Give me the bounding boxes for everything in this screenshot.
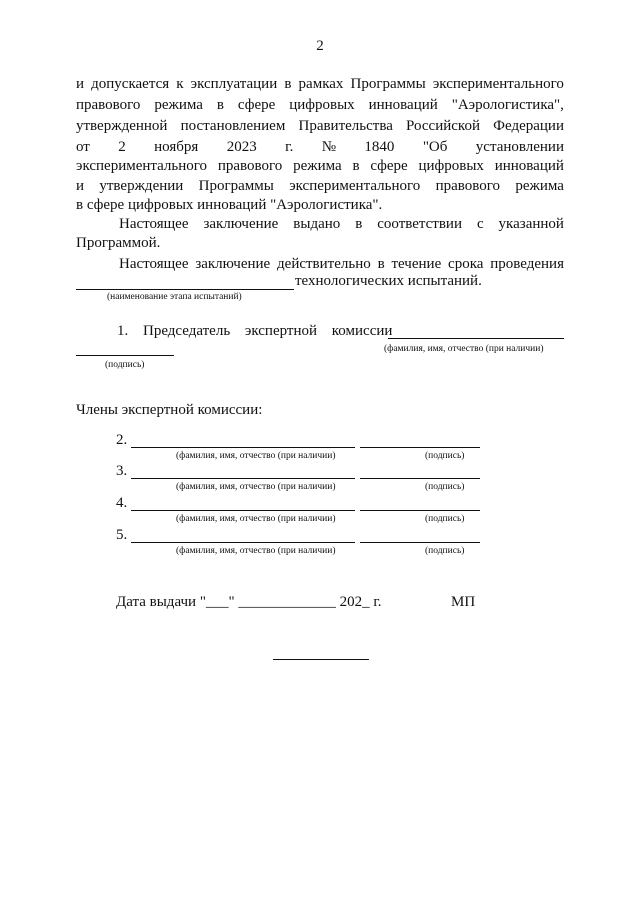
chairman-label: 1. Председатель экспертной комиссии xyxy=(117,323,393,339)
word: 2023 xyxy=(226,139,257,155)
word: Настоящее xyxy=(119,216,189,232)
member-signature-caption: (подпись) xyxy=(425,546,465,556)
word: утвержденной xyxy=(76,118,168,134)
word: Программы xyxy=(350,76,426,92)
closing-separator-line xyxy=(273,659,369,660)
member-name-line[interactable] xyxy=(131,542,355,543)
member-name-line[interactable] xyxy=(131,510,355,511)
word: в xyxy=(284,76,292,92)
issue-date-month-blank[interactable]: _____________ xyxy=(238,594,336,610)
word: режима xyxy=(154,97,203,113)
word: заключение xyxy=(203,216,279,232)
member-name-line[interactable] xyxy=(131,447,355,448)
word: от xyxy=(76,139,90,155)
member-number: 4. xyxy=(116,495,128,511)
word: заключение xyxy=(195,256,271,272)
word: выдано xyxy=(293,216,341,232)
word: "Об xyxy=(422,139,448,155)
word: цифровых xyxy=(289,97,355,113)
word: действительно xyxy=(277,256,371,272)
issue-date-label: Дата выдачи xyxy=(116,594,197,610)
word: и xyxy=(76,76,85,92)
member-number: 5. xyxy=(116,527,128,543)
word: и xyxy=(76,178,85,194)
member-name-line[interactable] xyxy=(131,478,355,479)
word: режима xyxy=(515,178,564,194)
member-number: 2. xyxy=(116,432,128,448)
member-name-caption: (фамилия, имя, отчество (при наличии) xyxy=(176,451,336,461)
word: рамках xyxy=(298,76,344,92)
member-signature-line[interactable] xyxy=(360,510,480,511)
stage-caption: (наименование этапа испытаний) xyxy=(107,292,242,302)
word: к xyxy=(176,76,184,92)
chairman-name-caption: (фамилия, имя, отчество (при наличии) xyxy=(384,344,544,354)
word: Программы xyxy=(198,178,274,194)
word: установлении xyxy=(475,139,564,155)
word: режима xyxy=(293,158,342,174)
word: указанной xyxy=(498,216,564,232)
word: постановлением xyxy=(180,118,286,134)
word: инноваций xyxy=(494,158,564,174)
member-number: 3. xyxy=(116,463,128,479)
word: "Аэрологистика", xyxy=(451,97,564,113)
issue-date-year: 202_ г. xyxy=(339,594,382,610)
word: экспериментального xyxy=(432,76,564,92)
word: сфере xyxy=(370,158,408,174)
member-signature-caption: (подпись) xyxy=(425,482,465,492)
validity-line-2-suffix: технологических испытаний. xyxy=(295,273,482,289)
word: цифровых xyxy=(418,158,484,174)
issued-line-2: Программой. xyxy=(76,235,161,251)
word: течение xyxy=(391,256,442,272)
chairman-signature-caption: (подпись) xyxy=(105,360,145,370)
word: утверждении xyxy=(99,178,184,194)
stage-name-blank-line[interactable] xyxy=(76,289,294,290)
word: инноваций xyxy=(368,97,438,113)
intro-line-2 xyxy=(76,96,564,115)
word: 2 xyxy=(118,139,126,155)
word: эксплуатации xyxy=(190,76,278,92)
word: Настоящее xyxy=(119,256,189,272)
issue-date-quote-close: " xyxy=(228,594,235,610)
issue-date-quote-open: " xyxy=(199,594,206,610)
seal-mark: МП xyxy=(451,594,476,610)
word: № xyxy=(321,139,337,155)
word: срока xyxy=(448,256,484,272)
intro-line-6 xyxy=(76,177,564,196)
word: соответствии xyxy=(377,216,462,232)
issued-line-1 xyxy=(119,215,564,234)
word: Федерации xyxy=(493,118,564,134)
word: проведения xyxy=(490,256,564,272)
intro-line-3 xyxy=(76,117,564,136)
word: экспериментального xyxy=(289,178,421,194)
member-signature-caption: (подпись) xyxy=(425,451,465,461)
member-name-caption: (фамилия, имя, отчество (при наличии) xyxy=(176,482,336,492)
word: Правительства xyxy=(298,118,393,134)
word: в xyxy=(216,97,224,113)
page-number: 2 xyxy=(316,38,324,54)
chairman-signature-line[interactable] xyxy=(76,355,174,356)
members-heading: Члены экспертной комиссии: xyxy=(76,402,263,418)
word: экспериментального xyxy=(76,158,208,174)
intro-line-1 xyxy=(76,75,564,94)
word: сфере xyxy=(237,97,276,113)
intro-line-5 xyxy=(76,157,564,176)
member-name-caption: (фамилия, имя, отчество (при наличии) xyxy=(176,546,336,556)
word: правового xyxy=(217,158,283,174)
word: Российской xyxy=(406,118,480,134)
word: с xyxy=(476,216,484,232)
word: в xyxy=(355,216,363,232)
member-name-caption: (фамилия, имя, отчество (при наличии) xyxy=(176,514,336,524)
chairman-name-line[interactable] xyxy=(388,338,564,339)
word: правового xyxy=(435,178,501,194)
member-signature-line[interactable] xyxy=(360,478,480,479)
member-signature-line[interactable] xyxy=(360,447,480,448)
word: г. xyxy=(285,139,294,155)
word: правового xyxy=(76,97,141,113)
member-signature-caption: (подпись) xyxy=(425,514,465,524)
word: допускается xyxy=(91,76,170,92)
intro-last-line: в сфере цифровых инноваций "Аэрологистика". xyxy=(76,197,383,213)
validity-line-1 xyxy=(119,255,564,274)
word: в xyxy=(352,158,360,174)
word: ноября xyxy=(154,139,199,155)
issue-date-day-blank[interactable]: ___ xyxy=(205,594,229,610)
member-signature-line[interactable] xyxy=(360,542,480,543)
intro-line-4 xyxy=(76,138,564,157)
issue-date-line xyxy=(116,594,382,611)
word: в xyxy=(377,256,385,272)
word: 1840 xyxy=(364,139,395,155)
